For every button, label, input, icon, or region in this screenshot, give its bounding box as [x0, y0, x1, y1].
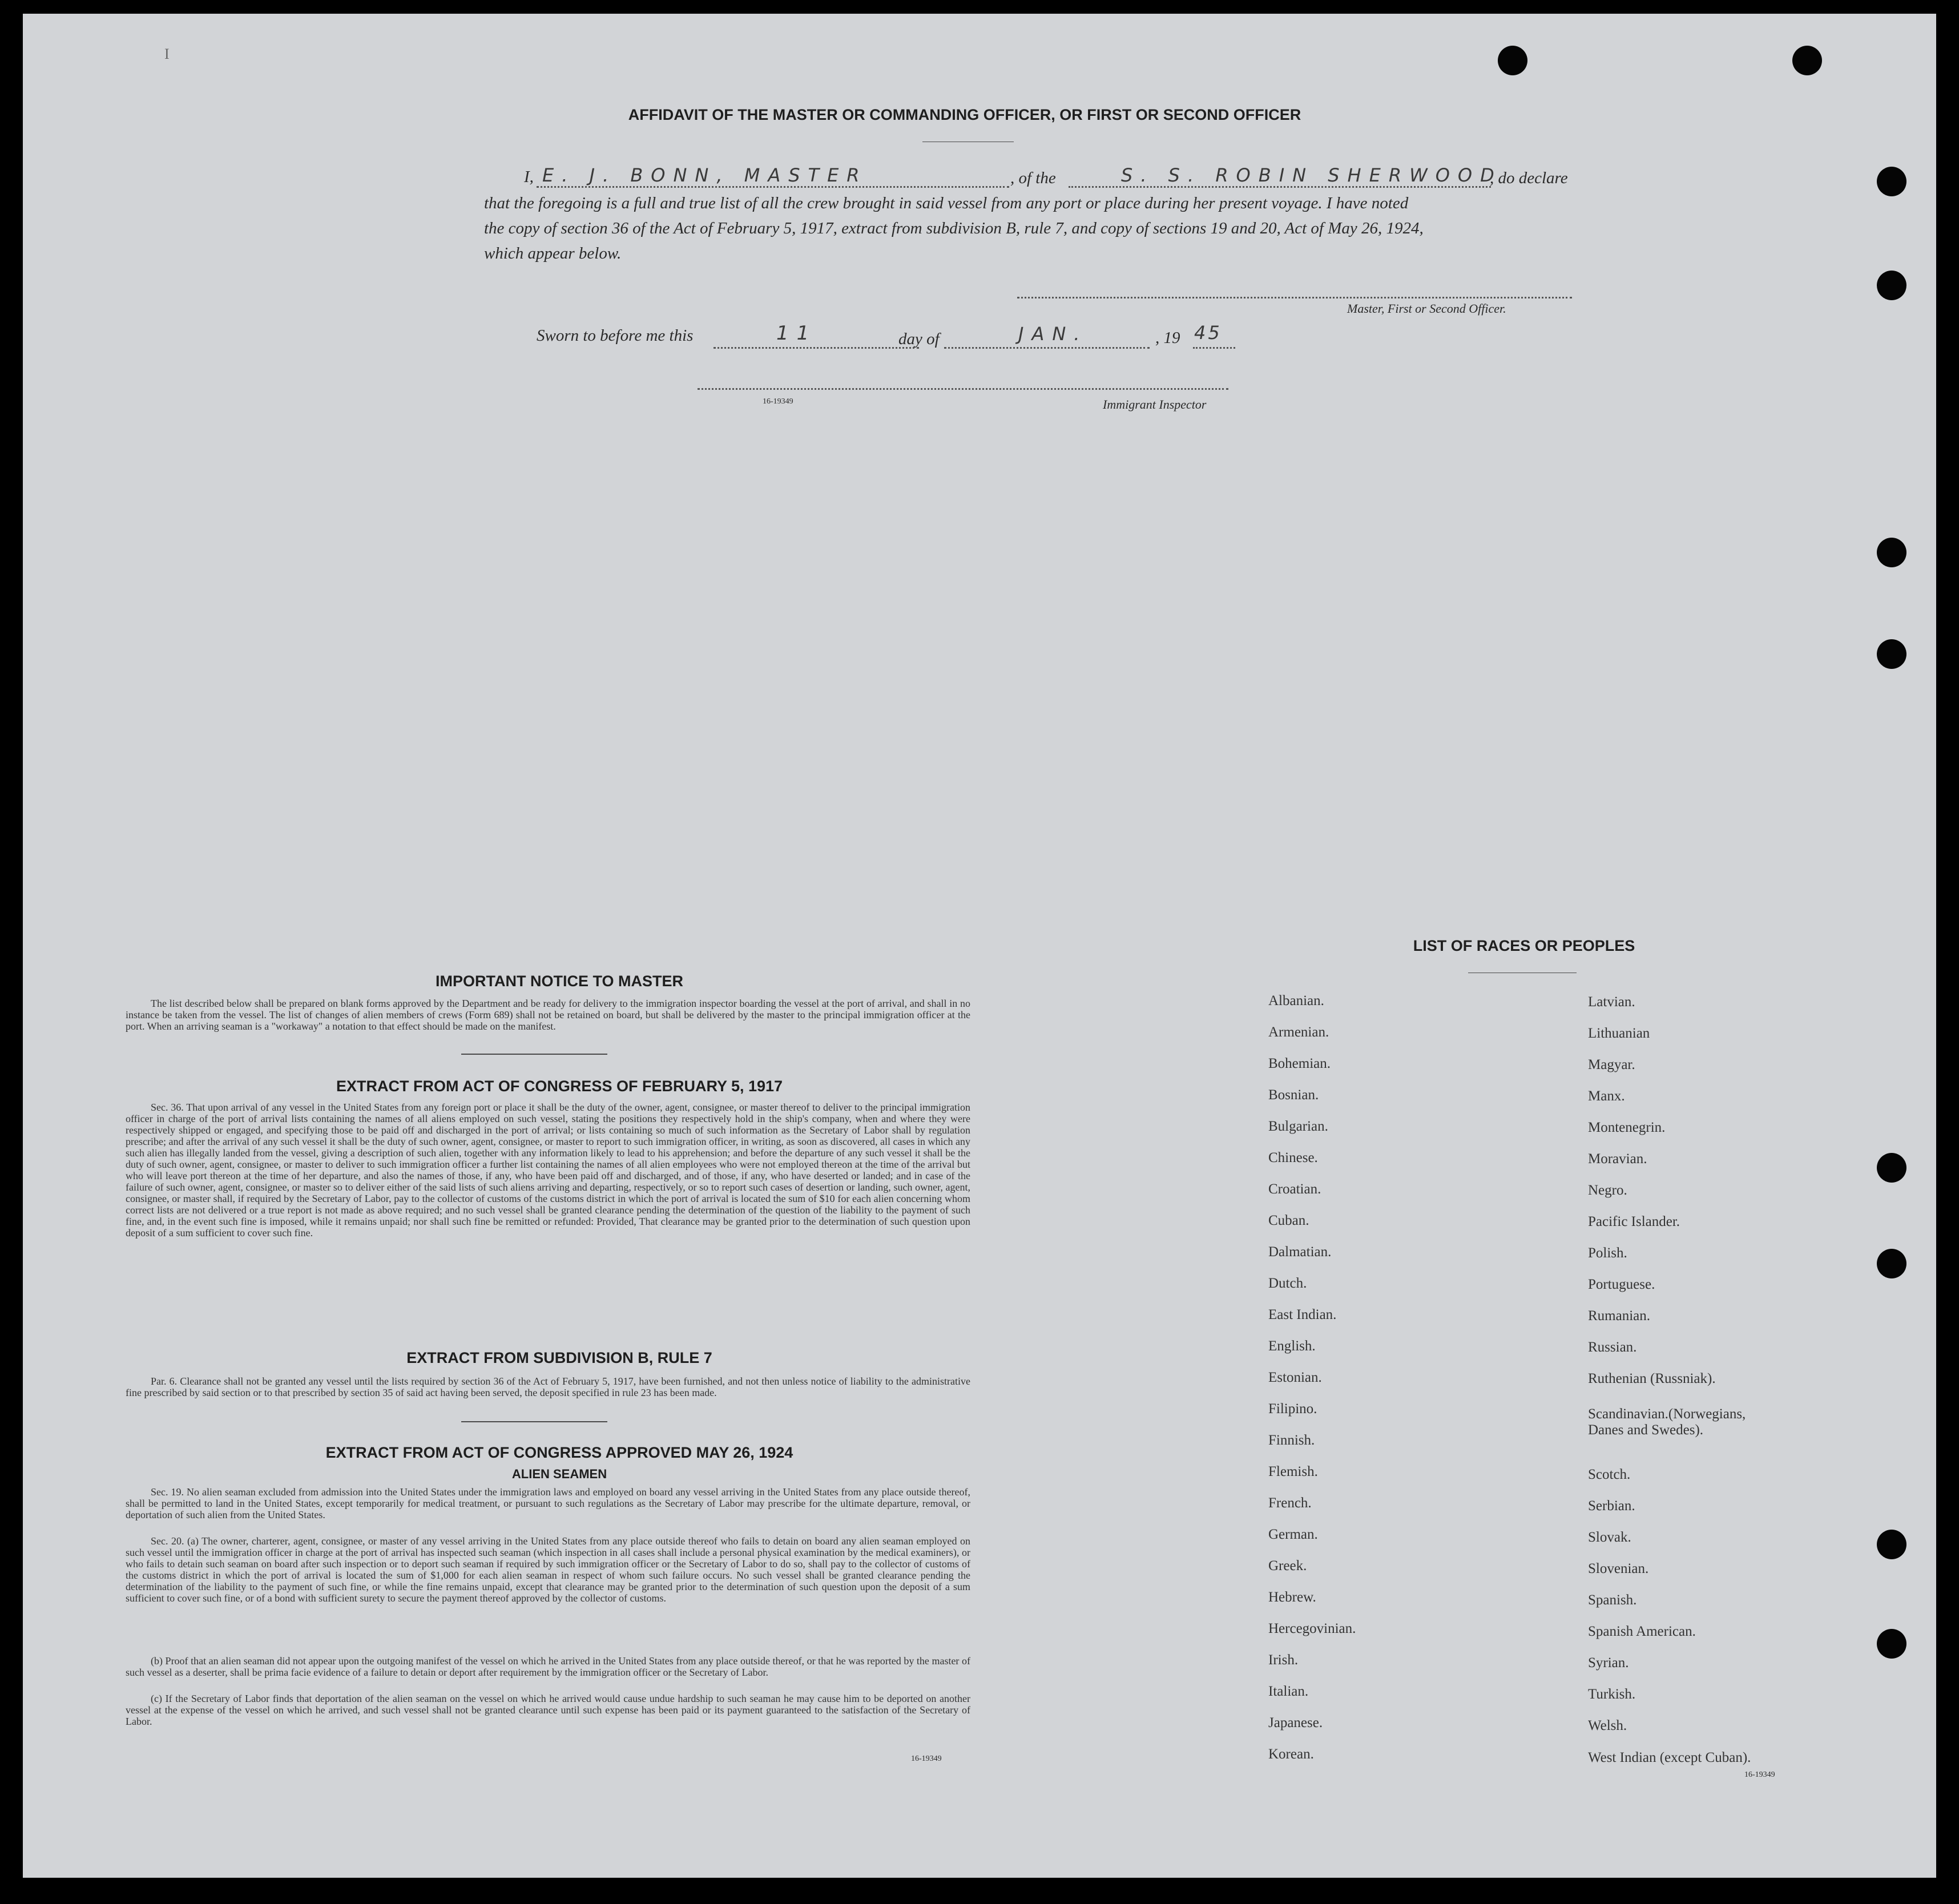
race-item: Montenegrin.	[1588, 1120, 1666, 1135]
vessel-name: S. S. ROBIN SHERWOOD	[1121, 164, 1502, 186]
race-item: Magyar.	[1588, 1057, 1635, 1072]
race-item: Cuban.	[1268, 1213, 1309, 1228]
punch-hole	[1877, 1249, 1906, 1278]
alien-seamen-subtitle: ALIEN SEAMEN	[511, 1467, 607, 1481]
extract-1917-text: Sec. 36. That upon arrival of any vessel in the United States from any foreign port or place it shall be the duty of the owner, agent, consignee, or master thereof to deliver to the principal immigration officer in charge of the port of arrival lists containing the names of all aliens employed on such vessel, stating the positions they respectively hold in the ship's company, when and where they were respectively shipped or engaged, and specifying those to be paid off and discharged in the port of arrival; or lists containing so much of such information as the Secretary of Labor shall by regulation prescribe; and after the arrival of any such vessel it shall be the duty of such owner, agent, consignee, or master to report to such immigration officer, in writing, as soon as discovered, all cases in which any such alien has illegally landed from the vessel, giving a description of such alien, together with any information likely to lead to his apprehension; and before the departure of any such vessel it shall be the duty of such owner, agent, consignee, or master to deliver to such immigration officer a further list containing the names of all alien employees who were not employed thereon at the time of the arrival but who will leave port thereon at the time of her departure, and also the names of those, if any, who have been paid off and discharged, and of those, if any, who have deserted or landed; and in case of the failure of such owner, agent, consignee, or master so to deliver either of the said lists of such aliens arriving and departing, respectively, or so to report such cases of desertion or landing, such owner, agent, consignee, or master shall, if required by the Secretary of Labor, pay to the collector of customs of the customs district in which the port of arrival is located the sum of $10 for each alien concerning whom correct lists are not delivered or a true report is not made as above required; and no such vessel shall be granted clearance pending the determination of the question of the liability to the payment of such fine, and, in the event such fine is imposed, while it remains unpaid; nor shall such fine be remitted or refunded: Provided, That clearance may be granted prior to the determination of such question upon deposit of a sum sufficient to cover such fine.	[126, 1102, 970, 1239]
race-item: Serbian.	[1588, 1498, 1635, 1514]
race-item: Flemish.	[1268, 1464, 1318, 1479]
extract-rule7-title: EXTRACT FROM SUBDIVISION B, RULE 7	[406, 1349, 712, 1366]
sec20a-text: Sec. 20. (a) The owner, charterer, agent, consignee, or master of any vessel arriving in the United States from any place outside thereof who fails to detain on board any alien seaman employed on such vessel until the immigration officer in charge at the port of arrival has inspected such seaman (which inspection in all cases shall include a personal physical examination by the medical examiners), or who fails to detain such seaman on board after such inspection or to deport such seaman if required by such immigration officer or the Secretary of Labor to do so, shall pay to the collector of customs of the customs district in which the port of arrival is located the sum of $1,000 for each alien seaman in respect of whom such failure occurs. No such vessel shall be granted clearance pending the determination of the liability to the payment of such fine, or while the fine remains unpaid, except that clearance may be granted prior to the determination of such question upon the deposit of a sum sufficient to cover such fine, or of a bond with sufficient surety to secure the payment thereof approved by the collector of customs.	[126, 1535, 970, 1604]
race-item: Negro.	[1588, 1183, 1627, 1198]
race-item: Polish.	[1588, 1245, 1627, 1261]
sworn-month: JAN.	[1018, 323, 1088, 345]
signature-caption: Master, First or Second Officer.	[1347, 301, 1506, 316]
master-name-line	[537, 186, 1009, 188]
affidavit-title: AFFIDAVIT OF THE MASTER OR COMMANDING OFFICER, OR FIRST OR SECOND OFFICER	[628, 106, 1301, 123]
race-item: Welsh.	[1588, 1718, 1627, 1733]
sworn-year: 45	[1194, 322, 1222, 344]
punch-hole	[1877, 1629, 1906, 1659]
form-number: 16-19349	[1744, 1770, 1775, 1779]
section-rule	[461, 1054, 607, 1055]
race-item: Lithuanian	[1588, 1026, 1650, 1041]
race-item: Dutch.	[1268, 1276, 1307, 1291]
document-page	[23, 14, 1936, 1878]
punch-hole	[1792, 46, 1822, 75]
race-item: East Indian.	[1268, 1307, 1337, 1322]
race-item: Estonian.	[1268, 1370, 1322, 1385]
race-item: Slovenian.	[1588, 1561, 1649, 1576]
of-the-text: , of the	[1010, 169, 1056, 187]
sworn-day-line	[714, 347, 919, 349]
race-item: Chinese.	[1268, 1150, 1318, 1165]
race-item: English.	[1268, 1338, 1316, 1354]
form-number: 16-19349	[763, 397, 793, 406]
race-item: Japanese.	[1268, 1715, 1323, 1730]
signature-line	[1017, 297, 1572, 298]
form-number: 16-19349	[911, 1754, 942, 1763]
race-item: Spanish American.	[1588, 1624, 1696, 1639]
race-item: Bulgarian.	[1268, 1119, 1328, 1134]
race-item: Filipino.	[1268, 1401, 1317, 1417]
sworn-month-line	[944, 347, 1150, 349]
race-item: Rumanian.	[1588, 1308, 1651, 1324]
race-item: Italian.	[1268, 1684, 1309, 1699]
race-item: Pacific Islander.	[1588, 1214, 1680, 1229]
affidavit-body-line2: the copy of section 36 of the Act of February 5, 1917, extract from subdivision B, rule 7, and copy of sections 19 and 20, Act of May 26, 1924,	[484, 219, 1424, 237]
punch-hole	[1877, 1153, 1906, 1183]
sworn-day: 11	[776, 322, 817, 345]
race-item: Greek.	[1268, 1558, 1307, 1574]
race-item: Russian.	[1588, 1340, 1637, 1355]
declarant-prefix: I,	[524, 168, 534, 186]
race-item: Hercegovinian.	[1268, 1621, 1356, 1636]
race-item: Portuguese.	[1588, 1277, 1655, 1292]
race-item: Slovak.	[1588, 1530, 1631, 1545]
notice-title: IMPORTANT NOTICE TO MASTER	[436, 973, 683, 990]
race-item: West Indian (except Cuban).	[1588, 1750, 1751, 1765]
punch-hole	[1877, 167, 1906, 196]
race-item: Finnish.	[1268, 1433, 1315, 1448]
notice-text: The list described below shall be prepared on blank forms approved by the Department and be ready for delivery to the immigration inspector boarding the vessel at the port of arrival, and shall in no instance be taken from the vessel. The list of changes of alien members of crews (Form 689) shall not be retained on board, but shall be delivered by the master to the principal immigration officer at the port. When an arriving seaman is a "workaway" a notation to that effect should be made on the manifest.	[126, 998, 970, 1032]
race-item: Dalmatian.	[1268, 1244, 1332, 1260]
race-item: Turkish.	[1588, 1687, 1636, 1702]
affidavit-body-line3: which appear below.	[484, 244, 622, 263]
race-item: Latvian.	[1588, 994, 1635, 1010]
race-item: Hebrew.	[1268, 1590, 1316, 1605]
extract-1924-title: EXTRACT FROM ACT OF CONGRESS APPROVED MAY 26, 1924	[325, 1444, 793, 1461]
extract-rule7-text: Par. 6. Clearance shall not be granted any vessel until the lists required by section 36 of the Act of February 5, 1917, have been furnished, and not then unless notice of liability to the administrative fine prescribed by said section or to that prescribed by section 35 of said act having been served, the deposit specified in rule 23 has been made.	[126, 1375, 970, 1398]
vessel-name-line	[1069, 186, 1491, 188]
race-item: Scandinavian.(Norwegians, Danes and Swedes).	[1588, 1406, 1746, 1438]
sec20c-text: (c) If the Secretary of Labor finds that deportation of the alien seaman on the vessel on which he arrived would cause undue hardship to such seaman he may cause him to be deported on another vessel at the expense of the vessel on which he arrived, and such vessel shall not be granted clearance until such expense has been paid or its payment guaranteed to the satisfaction of the Secretary of Labor.	[126, 1693, 970, 1727]
race-item: Moravian.	[1588, 1151, 1647, 1167]
race-item: Albanian.	[1268, 993, 1324, 1009]
master-name: E. J. BONN, MASTER	[542, 164, 868, 186]
day-of-text: day of	[898, 330, 940, 348]
margin-mark: I	[164, 46, 170, 62]
race-item: Armenian.	[1268, 1024, 1329, 1040]
punch-hole	[1877, 538, 1906, 567]
race-item: Irish.	[1268, 1652, 1299, 1668]
punch-hole	[1877, 639, 1906, 669]
race-item: Syrian.	[1588, 1655, 1629, 1671]
race-item: Bohemian.	[1268, 1056, 1331, 1071]
race-item: Spanish.	[1588, 1592, 1637, 1608]
races-title: LIST OF RACES OR PEOPLES	[1413, 937, 1635, 954]
year-line	[1193, 347, 1235, 349]
race-item: French.	[1268, 1495, 1312, 1511]
sworn-prefix: Sworn to before me this	[537, 326, 694, 345]
race-item: German.	[1268, 1527, 1318, 1542]
race-item: Bosnian.	[1268, 1087, 1319, 1103]
inspector-caption: Immigrant Inspector	[1103, 397, 1207, 412]
punch-hole	[1498, 46, 1527, 75]
race-item: Scotch.	[1588, 1467, 1631, 1482]
inspector-line	[698, 388, 1228, 390]
section-rule	[461, 1421, 607, 1422]
race-item: Ruthenian (Russniak).	[1588, 1371, 1716, 1386]
race-item: Croatian.	[1268, 1181, 1321, 1197]
race-item: Korean.	[1268, 1746, 1314, 1762]
sec19-text: Sec. 19. No alien seaman excluded from admission into the United States under the immigration laws and employed on board any vessel arriving in the United States from any place outside thereof, shall be permitted to land in the United States, except temporarily for medical treatment, or pursuant to such regulations as the Secretary of Labor may prescribe for the ultimate departure, removal, or deportation of such alien from the United States.	[126, 1486, 970, 1520]
sec20b-text: (b) Proof that an alien seaman did not appear upon the outgoing manifest of the vessel on which he arrived in the United States from any place outside thereof, or that he was reported by the master of such vessel as a deserter, shall be prima facie evidence of a failure to detain or deport after requirement by the immigration officer or the Secretary of Labor.	[126, 1655, 970, 1678]
affidavit-body-line1: that the foregoing is a full and true list of all the crew brought in said vessel from any port or place during her present voyage. I have noted	[484, 194, 1409, 212]
race-item: Manx.	[1588, 1088, 1625, 1104]
year-prefix: , 19	[1155, 329, 1180, 347]
do-declare-text: , do declare	[1490, 169, 1568, 187]
punch-hole	[1877, 271, 1906, 300]
punch-hole	[1877, 1530, 1906, 1559]
extract-1917-title: EXTRACT FROM ACT OF CONGRESS OF FEBRUARY 5, 1917	[336, 1078, 783, 1095]
